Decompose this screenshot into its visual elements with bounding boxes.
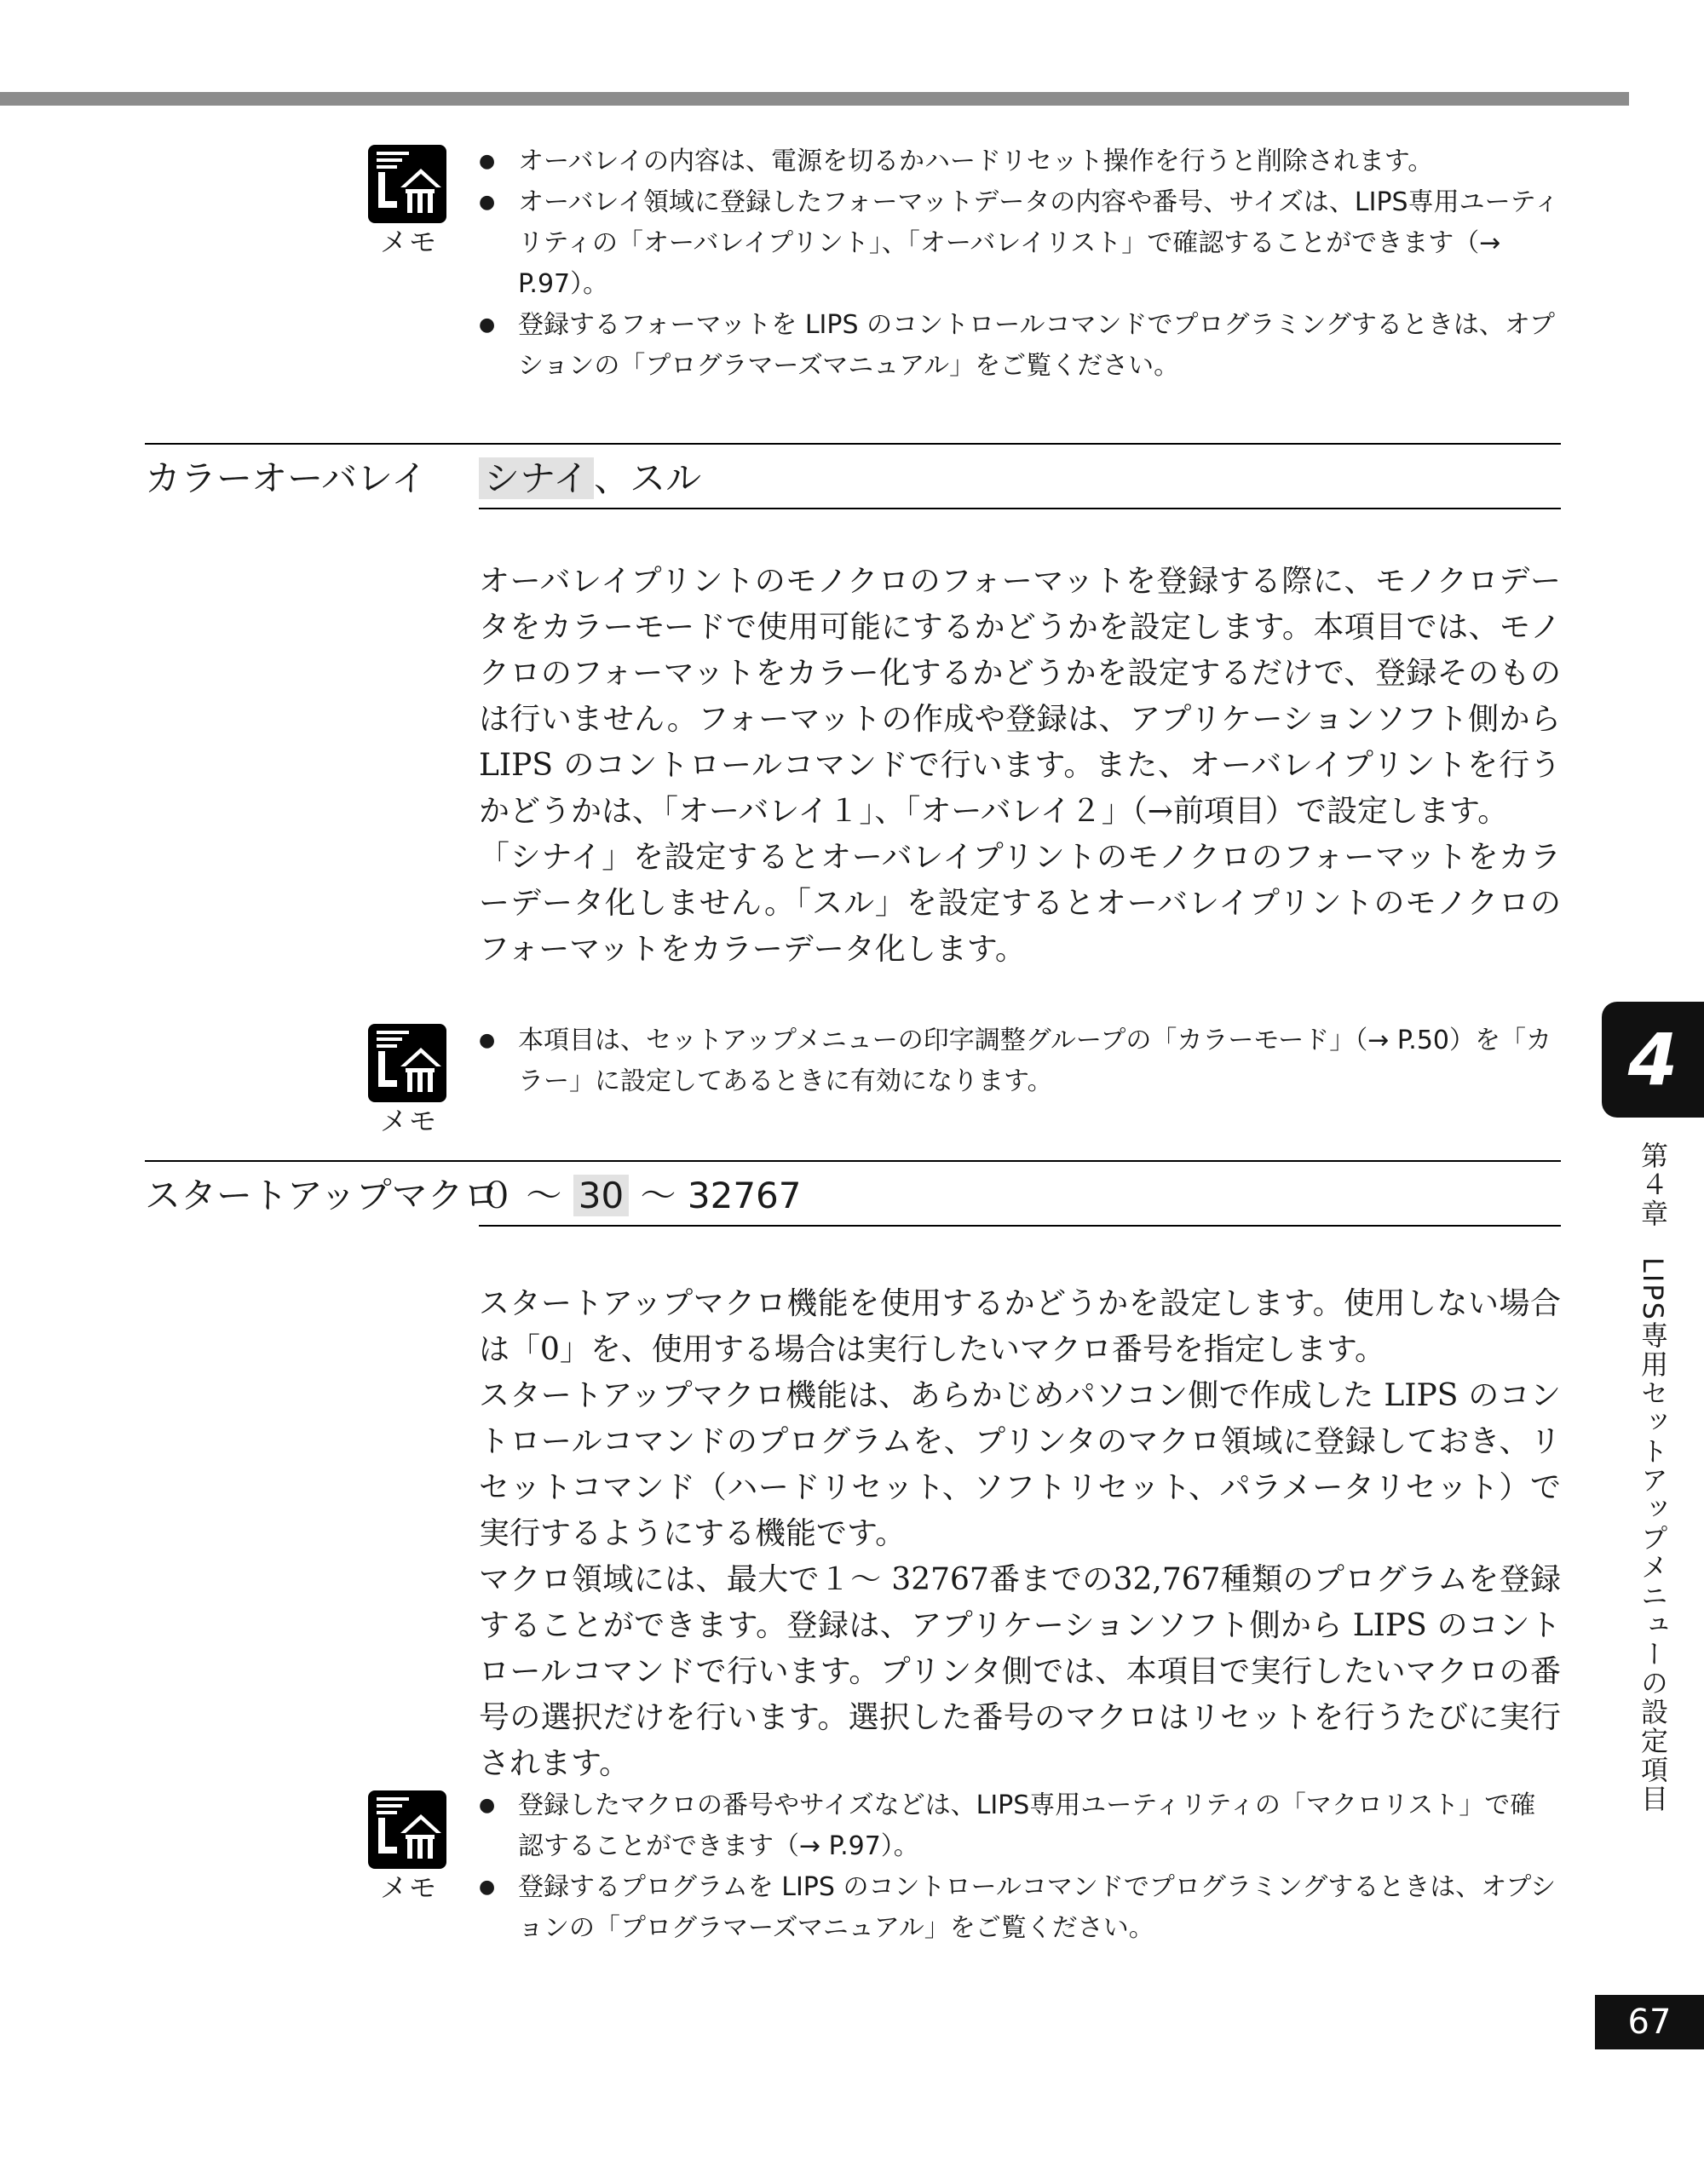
setting-values-color-overlay	[479, 455, 701, 503]
setting-label-startup-macro: スタートアップマクロ	[145, 1175, 499, 1216]
section-rule-top	[145, 443, 1561, 445]
list-item: ● オーバレイ領域に登録したフォーマットデータの内容や番号、サイズは、LIPS専用ユーティリティの「オーバレイプリント」、「オーバレイリスト」で確認することができます（→ P.97）。	[479, 182, 1561, 305]
chapter-tab: 4	[1602, 1002, 1704, 1118]
default-value: 30	[573, 1175, 629, 1216]
memo-icon	[366, 1789, 448, 1871]
setting-label-color-overlay: カラーオーバレイ	[145, 457, 427, 499]
option-value: スル	[630, 457, 702, 499]
min-value: ０ ～	[479, 1175, 562, 1216]
setting-values-startup-macro	[479, 1172, 802, 1220]
memo-block-2	[366, 1022, 452, 1136]
memo-label: メモ	[379, 1871, 438, 1904]
paragraph: オーバレイプリントのモノクロのフォーマットを登録する際に、モノクロデータをカラーモードで使用可能にするかどうかを設定します。本項目では、モノクロのフォーマットをカラー化するかどうかを設定するだけで、登録そのものは行いません。フォーマットの作成や登録は、アプリケーションソフト側から LIPS のコントロールコマンドで行います。また、オーバレイプリントを行うかどうかは、「オーバレイ１」、「オーバレイ２」（→前項目）で設定します。	[479, 564, 1561, 829]
memo-icon	[366, 143, 448, 225]
memo-label: メモ	[379, 1105, 438, 1137]
memo-list-1	[479, 141, 1561, 387]
list-item: ● 登録したマクロの番号やサイズなどは、LIPS専用ユーティリティの「マクロリスト」で確認することができます（→ P.97）。	[479, 1785, 1561, 1867]
memo-block-3	[366, 1789, 452, 1903]
color-overlay-description	[479, 559, 1561, 973]
default-value: シナイ	[479, 457, 594, 499]
paragraph: スタートアップマクロ機能は、あらかじめパソコン側で作成した LIPS のコントロールコマンドのプログラムを、プリンタのマクロ領域に登録しておき、リセットコマンド（ハードリセット、ソフトリセット、パラメータリセット）で実行するようにする機能です。	[479, 1378, 1561, 1551]
list-item: ● 本項目は、セットアップメニューの印字調整グループの「カラーモード」（→ P.50）を「カラー」に設定してあるときに有効になります。	[479, 1020, 1561, 1102]
memo-label: メモ	[379, 226, 438, 258]
chapter-side-title: 第４章 LIPS専用セットアップメニューの設定項目	[1637, 1141, 1669, 1813]
section-rule-bottom	[479, 508, 1561, 509]
header-rule	[0, 92, 1629, 106]
max-value: ～ 32767	[640, 1175, 802, 1216]
paragraph: 「シナイ」を設定するとオーバレイプリントのモノクロのフォーマットをカラーデータ化しません。「スル」を設定するとオーバレイプリントのモノクロのフォーマットをカラーデータ化します。	[479, 840, 1561, 967]
startup-macro-description	[479, 1281, 1561, 1787]
memo-list-2	[479, 1020, 1561, 1102]
list-item: ● オーバレイの内容は、電源を切るかハードリセット操作を行うと削除されます。	[479, 141, 1561, 182]
memo-list-3	[479, 1785, 1561, 1949]
section-rule-top	[145, 1160, 1561, 1162]
list-item: ● 登録するフォーマットを LIPS のコントロールコマンドでプログラミングするときは、オプションの「プログラマーズマニュアル」をご覧ください。	[479, 305, 1561, 387]
section-rule-bottom	[479, 1225, 1561, 1227]
value-separator: 、	[594, 457, 630, 499]
paragraph: スタートアップマクロ機能を使用するかどうかを設定します。使用しない場合は「0」を、使用する場合は実行したいマクロ番号を指定します。	[479, 1286, 1561, 1367]
memo-block-1	[366, 143, 452, 257]
paragraph: マクロ領域には、最大で１～ 32767番までの32,767種類のプログラムを登録することができます。登録は、アプリケーションソフト側から LIPS のコントロールコマンドで行います。プリンタ側では、本項目で実行したいマクロの番号の選択だけを行います。選択した番号のマクロはリセットを行うたびに実行されます。	[479, 1562, 1561, 1781]
memo-icon	[366, 1022, 448, 1104]
list-item: ● 登録するプログラムを LIPS のコントロールコマンドでプログラミングするときは、オプションの「プログラマーズマニュアル」をご覧ください。	[479, 1867, 1561, 1949]
page-number: 67	[1595, 1995, 1704, 2049]
